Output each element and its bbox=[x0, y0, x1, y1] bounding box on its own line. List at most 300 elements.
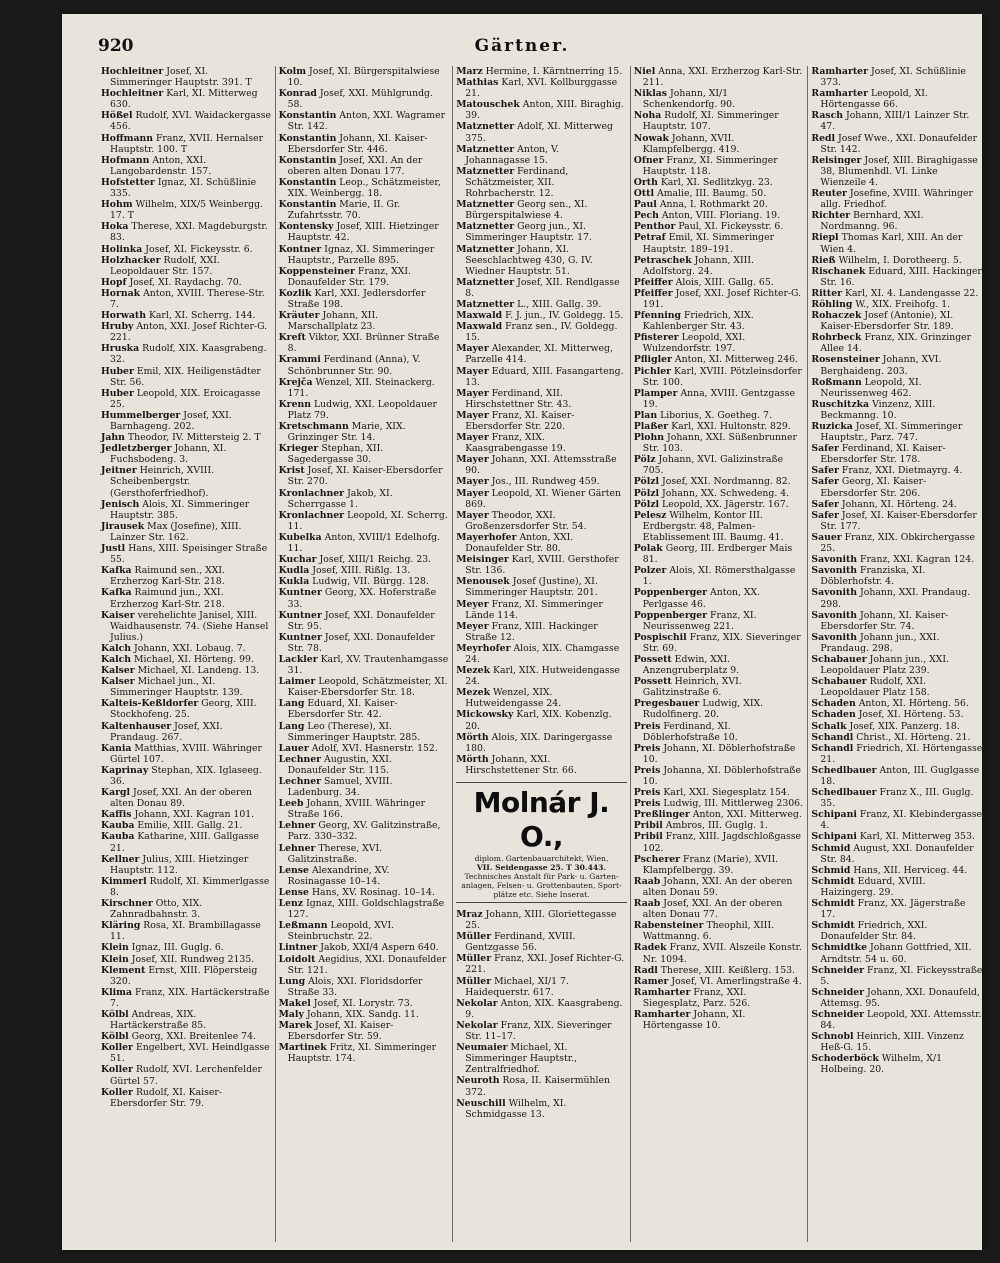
directory-entry bbox=[634, 831, 805, 853]
directory-entry bbox=[101, 610, 272, 643]
entry-surname: Lehner bbox=[278, 842, 316, 854]
entry-details: Ignaz, XIII. Goldschlagstraße 127. bbox=[287, 898, 445, 921]
entry-surname: Meisinger bbox=[456, 554, 509, 566]
entry-surname: Savonith bbox=[811, 587, 858, 599]
directory-entry bbox=[101, 177, 272, 199]
entry-surname: Lense bbox=[278, 864, 309, 876]
entry-surname: Konstantin bbox=[278, 176, 337, 188]
entry-details: Franz, XVII. Alszeile Konstr. Nr. 1094. bbox=[642, 942, 802, 965]
entry-details: Rudolf, XI. Kaiser-Ebersdorfer Str. 79. bbox=[110, 1086, 222, 1109]
entry-surname: Mayer bbox=[456, 409, 489, 421]
entry-details: Viktor, XXI. Brünner Straße 8. bbox=[287, 332, 440, 355]
entry-details: Alois, XI. Simmeringer Hauptstr. 385. bbox=[110, 498, 250, 521]
entry-surname: Plohn bbox=[633, 432, 665, 444]
entry-details: Johann, XVI. Galizinstraße 705. bbox=[642, 454, 784, 477]
entry-surname: Leeb bbox=[278, 798, 304, 810]
entry-surname: Lintner bbox=[278, 942, 318, 954]
entry-surname: Pscherer bbox=[633, 853, 681, 865]
entry-surname: Preßlinger bbox=[633, 809, 690, 821]
directory-entry bbox=[634, 632, 805, 654]
entry-surname: Mayer bbox=[456, 487, 489, 499]
entry-surname: Rischanek bbox=[811, 265, 866, 277]
entry-details: Johann, XI. Hörtengasse 10. bbox=[642, 1008, 746, 1032]
directory-entry bbox=[811, 443, 982, 465]
entry-details: Marie, II. Gr. Zufahrtsstr. 70. bbox=[287, 199, 401, 222]
directory-entry bbox=[634, 310, 805, 332]
entry-surname: Koppensteiner bbox=[278, 265, 355, 277]
directory-entry bbox=[279, 155, 450, 177]
directory-entry bbox=[456, 299, 627, 310]
entry-details: Heinrich, XVIII. Scheibenbergstr. (Gersthoferfriedhof). bbox=[110, 465, 215, 499]
entry-surname: Lung bbox=[278, 975, 306, 987]
entry-details: Raimund sen., XXI. Erzherzog Karl-Str. 218. bbox=[110, 565, 225, 588]
entry-details: Karl, XI. Mitterweg 630. bbox=[110, 88, 258, 111]
entry-details: Theodor, IV. Mittersteig 2. T bbox=[127, 432, 261, 444]
entry-surname: Justl bbox=[101, 543, 126, 555]
entry-details: Johann, XVI. Berghaideng. 203. bbox=[820, 354, 942, 377]
entry-surname: Müller bbox=[456, 975, 492, 987]
directory-page bbox=[62, 14, 982, 1250]
directory-entry bbox=[279, 1020, 450, 1042]
entry-details: Otto, XIX. Zahnradbahnstr. 3. bbox=[110, 898, 203, 921]
directory-entry bbox=[279, 310, 450, 332]
entry-surname: Ruschitzka bbox=[811, 398, 870, 410]
entry-details: Johann, XI. Kaiser-Ebersdorfer Str. 74. bbox=[820, 609, 949, 632]
entry-surname: Savonith bbox=[811, 609, 858, 621]
entry-details: Anton, XXI. Mitterweg. bbox=[692, 809, 802, 821]
entry-details: Leopold, XVI. Steinbruchstr. 22. bbox=[287, 920, 395, 943]
entry-surname: Poppenberger bbox=[633, 587, 708, 599]
entry-details: Hermine, I. Kärntnerring 15. bbox=[485, 66, 623, 77]
directory-entry bbox=[811, 787, 982, 809]
entry-surname: Roßmann bbox=[811, 376, 862, 388]
entry-surname: Kubelka bbox=[278, 531, 322, 543]
entry-surname: Jahn bbox=[101, 432, 125, 444]
directory-entry bbox=[634, 876, 805, 898]
directory-entry bbox=[811, 232, 982, 254]
entry-surname: Konstantin bbox=[278, 132, 337, 144]
directory-entry bbox=[101, 133, 272, 155]
entry-details: Wilhelm, X/1 Holbeing. 20. bbox=[820, 1053, 942, 1076]
directory-entry bbox=[279, 887, 450, 898]
directory-entry bbox=[101, 898, 272, 920]
entry-details: Anton, V. Johannagasse 15. bbox=[465, 143, 560, 166]
advertisement-line: plätze etc. Siehe Inserat. bbox=[493, 890, 590, 899]
entry-surname: Kalser bbox=[101, 676, 135, 688]
entry-details: Franz, XIX. Sieveringer Str. 11–17. bbox=[465, 1019, 612, 1043]
entry-surname: Konrad bbox=[278, 88, 317, 100]
entry-surname: Schneider bbox=[811, 1008, 865, 1020]
entry-surname: Krammi bbox=[278, 354, 321, 366]
directory-entry bbox=[634, 332, 805, 354]
entry-details: Anton, XI. Hörteng. 56. bbox=[858, 698, 969, 710]
entry-details: Josef, XXI. An der oberen alten Donau 177. bbox=[287, 154, 423, 177]
entry-details: Eduard, XI. Kaiser-Ebersdorfer Str. 42. bbox=[287, 698, 398, 721]
entry-details: F. J. jun., IV. Goldegg. 15. bbox=[505, 310, 624, 322]
entry-details: Ludwig, VII. Bürgg. 128. bbox=[312, 576, 429, 588]
entry-details: Johann, XI. Hörteng. 24. bbox=[841, 498, 957, 510]
entry-surname: Pichler bbox=[633, 365, 672, 377]
entry-details: Christ., XI. Hörteng. 21. bbox=[856, 731, 971, 743]
entry-details: Johann, XXI. Donaufeld, Attemsg. 95. bbox=[820, 986, 980, 1009]
directory-entry bbox=[456, 77, 627, 99]
entry-surname: Holinka bbox=[101, 243, 143, 255]
entry-details: Jos., III. Rundweg 459. bbox=[491, 476, 600, 488]
entry-details: Josef, XXI. Barnhageng. 202. bbox=[110, 409, 232, 432]
directory-entry bbox=[811, 920, 982, 942]
entry-surname: Rohrbeck bbox=[811, 332, 862, 344]
entry-details: Johann jun., XXI. Prandaug. 298. bbox=[820, 631, 940, 654]
entry-surname: Schneider bbox=[811, 964, 865, 976]
directory-entry bbox=[101, 565, 272, 587]
advertisement-line: Technisches Anstalt für Park- u. Garten- bbox=[464, 872, 619, 881]
entry-details: Georg, XI. Kaiser-Ebersdorfer Str. 206. bbox=[820, 476, 927, 499]
entry-details: Michael, XI. Simmeringer Hauptstr., Zentralfriedhof. bbox=[465, 1042, 578, 1076]
entry-details: Michael, XI. Landeng. 13. bbox=[137, 665, 260, 677]
entry-details: Johann, XI. Seeschlachtweg 430, G. IV. Wiedner Hauptstr. 51. bbox=[465, 243, 593, 277]
directory-entry bbox=[456, 754, 627, 776]
entry-surname: Mayer bbox=[456, 476, 489, 488]
entry-surname: Ofner bbox=[633, 154, 664, 166]
directory-entry bbox=[634, 288, 805, 310]
directory-entry bbox=[634, 177, 805, 188]
directory-entry bbox=[101, 954, 272, 965]
entry-details: Leopold, XI. Scherrg. 11. bbox=[287, 509, 448, 532]
entry-surname: Orth bbox=[633, 176, 658, 188]
entry-surname: Pech bbox=[633, 210, 659, 222]
directory-entry bbox=[101, 1064, 272, 1086]
entry-surname: Schedlbauer bbox=[811, 787, 877, 799]
entry-details: Georg, XXI. Breitenlee 74. bbox=[131, 1031, 256, 1043]
directory-entry bbox=[279, 1042, 450, 1064]
entry-surname: Kafka bbox=[101, 587, 132, 599]
entry-details: Therese, XVI. Galitzinstraße. bbox=[287, 842, 383, 865]
entry-details: Josef, XI. Simmeringer Hauptstr. 391. T bbox=[110, 66, 252, 89]
entry-details: Anna, XXI. Erzherzog Karl-Str. 211. bbox=[642, 66, 803, 89]
entry-surname: Matznetter bbox=[456, 165, 515, 177]
directory-entry bbox=[811, 354, 982, 376]
directory-entry bbox=[101, 587, 272, 609]
entry-details: Rudolf, XXI. Leopoldauer Platz 158. bbox=[820, 676, 930, 699]
entry-details: Johann, XXI. Kagran 101. bbox=[134, 809, 255, 821]
entry-surname: Kauba bbox=[101, 820, 135, 832]
entry-details: Franz, XIX. Obkirchergasse 25. bbox=[820, 531, 976, 555]
entry-surname: Ottl bbox=[633, 188, 655, 200]
entry-surname: Redl bbox=[811, 132, 836, 144]
entry-surname: Schmidtke bbox=[811, 942, 868, 954]
directory-entry bbox=[279, 998, 450, 1009]
entry-details: Ferdinand (Anna), V. Schönbrunner Str. 90. bbox=[287, 354, 421, 377]
entry-surname: Maly bbox=[278, 1008, 304, 1020]
directory-entry bbox=[456, 66, 627, 77]
directory-entry bbox=[456, 121, 627, 143]
entry-details: Leopold, XI. Hörtengasse 66. bbox=[820, 88, 928, 111]
entry-surname: Lackler bbox=[278, 653, 318, 665]
entry-details: Franz, XI. Klebindergasse 4. bbox=[820, 809, 982, 832]
directory-entry bbox=[101, 665, 272, 676]
directory-entry bbox=[456, 476, 627, 487]
entry-details: Franz, XVII. Hernalser Hauptstr. 100. T bbox=[110, 132, 264, 155]
entry-surname: Kläring bbox=[101, 920, 141, 932]
entry-surname: Mezek bbox=[456, 665, 491, 677]
directory-entry bbox=[634, 765, 805, 787]
entry-details: Aegidius, XXI. Donaufelder Str. 121. bbox=[287, 953, 447, 976]
directory-entry bbox=[279, 776, 450, 798]
directory-entry bbox=[811, 743, 982, 765]
entry-surname: Hruby bbox=[101, 321, 134, 333]
directory-entry bbox=[101, 676, 272, 698]
entry-surname: Ruzicka bbox=[811, 421, 853, 432]
entry-surname: Lehner bbox=[278, 820, 316, 832]
entry-surname: Hofstetter bbox=[101, 176, 155, 188]
entry-surname: Jedletzberger bbox=[101, 443, 172, 455]
directory-entry bbox=[101, 942, 272, 953]
directory-entry bbox=[634, 210, 805, 221]
entry-details: Josef, XIII. Hietzinger Hauptstr. 42. bbox=[287, 221, 439, 244]
directory-entry bbox=[634, 155, 805, 177]
entry-surname: Neuroth bbox=[456, 1075, 500, 1087]
entry-details: Anton, XXI. Josef Richter-G. 221. bbox=[110, 321, 268, 344]
entry-surname: Rohaczek bbox=[811, 310, 862, 322]
entry-details: Marie, XIX. Grinzinger Str. 14. bbox=[287, 421, 406, 444]
entry-surname: Kräuter bbox=[278, 310, 320, 322]
entry-surname: Neumaier bbox=[456, 1042, 508, 1054]
directory-entry bbox=[456, 432, 627, 454]
entry-details: Ludwig, XXI. Leopoldauer Platz 79. bbox=[287, 398, 437, 421]
entry-details: Franz, XI. Simmeringer Hauptstr. 118. bbox=[642, 154, 778, 177]
entry-details: W., XIX. Freihofg. 1. bbox=[855, 298, 951, 310]
entry-details: Emil, XI. Simmeringer Hauptstr. 189–191. bbox=[642, 232, 775, 255]
entry-surname: Mörth bbox=[456, 731, 489, 743]
entry-surname: Ramharter bbox=[811, 66, 868, 77]
directory-entry bbox=[456, 1042, 627, 1075]
directory-entry bbox=[811, 865, 982, 876]
entry-surname: Petraschek bbox=[633, 254, 692, 266]
directory-entry bbox=[279, 587, 450, 609]
entry-surname: Loidolt bbox=[278, 953, 316, 965]
entry-surname: Rasch bbox=[811, 110, 843, 122]
entry-details: Karl, XV. Trautenhamgasse 31. bbox=[287, 653, 449, 677]
directory-entry bbox=[279, 421, 450, 443]
directory-entry bbox=[634, 66, 805, 88]
entry-surname: Pfligler bbox=[633, 354, 672, 366]
entry-surname: Ritter bbox=[811, 287, 843, 299]
entry-details: Franz (Marie), XVII. Klampfelbergg. 39. bbox=[642, 853, 779, 876]
entry-details: Josef, XXI. Donaufelder Str. 78. bbox=[287, 631, 435, 654]
directory-entry bbox=[811, 210, 982, 232]
entry-details: Anton, VIII. Floriang. 19. bbox=[661, 210, 781, 222]
entry-details: Ferdinand, XI. Döblerhofstraße 10. bbox=[642, 720, 738, 743]
entry-surname: Schandl bbox=[811, 742, 854, 754]
entry-surname: Mayerhofer bbox=[456, 531, 517, 543]
entry-surname: Polzer bbox=[633, 565, 667, 577]
entry-details: Johann, XII. Marschallplatz 23. bbox=[287, 310, 379, 333]
entry-details: Josef, XXI. Prandaug. 267. bbox=[110, 720, 223, 743]
entry-surname: Schandl bbox=[811, 731, 854, 743]
entry-details: Rudolf, XXI. Leopoldauer Str. 157. bbox=[110, 254, 220, 277]
entry-details: Fritz, XI. Simmeringer Hauptstr. 174. bbox=[287, 1042, 437, 1065]
entry-surname: Mezek bbox=[456, 687, 491, 699]
entry-details: Leopold, XIX. Eroicagasse 25. bbox=[110, 387, 261, 410]
directory-entry bbox=[456, 277, 627, 299]
entry-details: Franz, XIX. Hartäckerstraße 7. bbox=[110, 986, 270, 1009]
directory-entry bbox=[634, 1009, 805, 1031]
directory-entry bbox=[811, 554, 982, 565]
entry-details: Franz sen., IV. Goldegg. 15. bbox=[465, 321, 618, 344]
entry-surname: Hochleitner bbox=[101, 88, 164, 100]
entry-details: Rosa, II. Kaisermühlen 372. bbox=[465, 1075, 610, 1098]
entry-details: Ignaz, XI. Schüßlinie 335. bbox=[110, 176, 257, 200]
entry-surname: Kirschner bbox=[101, 898, 153, 910]
entry-details: Ferdinand, Schätzmeister, XII. Rohrbacherstr. 12. bbox=[465, 165, 569, 200]
entry-details: Karl, XVIII. Pötzleinsdorfer Str. 100. bbox=[642, 365, 802, 388]
entry-details: Katharine, XIII. Gallgasse 21. bbox=[110, 831, 259, 854]
entry-details: Max (Josefine), XIII. Lainzer Str. 162. bbox=[110, 520, 242, 543]
entry-surname: Pölz bbox=[633, 454, 656, 466]
directory-entry bbox=[101, 499, 272, 521]
entry-details: Leopold, XI. Wiener Gärten 869. bbox=[465, 487, 621, 510]
entry-surname: Richter bbox=[811, 210, 851, 222]
entry-surname: Krist bbox=[278, 465, 305, 477]
entry-surname: Schalk bbox=[811, 720, 847, 732]
entry-surname: Raab bbox=[633, 875, 661, 887]
directory-entry bbox=[811, 476, 982, 498]
entry-details: Samuel, XVIII. Ladenburg. 34. bbox=[287, 776, 393, 799]
entry-details: Alexandrine, XV. Rosinagasse 10–14. bbox=[287, 864, 390, 887]
entry-surname: Preis bbox=[633, 764, 661, 776]
entry-details: Karl, XXI. Jedlersdorfer Straße 198. bbox=[287, 287, 426, 310]
directory-entry bbox=[279, 221, 450, 243]
entry-details: Anton, XIX. Kaasgrabeng. 9. bbox=[465, 997, 623, 1020]
directory-entry bbox=[456, 221, 627, 243]
entry-details: Friedrich, XXI. Donaufelder Str. 84. bbox=[820, 920, 928, 943]
entry-surname: Kozlik bbox=[278, 287, 312, 299]
directory-entry bbox=[634, 698, 805, 720]
entry-surname: Holzhacker bbox=[101, 254, 161, 266]
directory-column-2 bbox=[276, 66, 454, 1242]
directory-entry bbox=[456, 976, 627, 998]
entry-surname: Konstantin bbox=[278, 154, 337, 166]
entry-details: Franz, XXI. Siegesplatz, Parz. 526. bbox=[642, 986, 751, 1009]
directory-entry bbox=[101, 854, 272, 876]
directory-entry bbox=[279, 532, 450, 554]
entry-surname: Hoffmann bbox=[101, 132, 153, 144]
directory-entry bbox=[456, 532, 627, 554]
directory-entry bbox=[634, 454, 805, 476]
entry-surname: Schmid bbox=[811, 864, 851, 876]
entry-details: Matthias, XVIII. Währinger Gürtel 107. bbox=[110, 742, 262, 765]
directory-entry bbox=[101, 787, 272, 809]
directory-entry bbox=[279, 199, 450, 221]
entry-surname: Kontensky bbox=[278, 221, 334, 233]
entry-details: Leo (Therese), XI. Simmeringer Hauptstr. 285. bbox=[287, 720, 421, 743]
directory-entry bbox=[101, 521, 272, 543]
entry-details: Johann, XXI. Süßenbrunner Str. 103. bbox=[642, 432, 797, 455]
directory-entry bbox=[456, 909, 627, 931]
entry-surname: Marz bbox=[456, 66, 483, 77]
entry-surname: Konstantin bbox=[278, 199, 337, 211]
entry-details: Josef, XI. Lorystr. 73. bbox=[313, 997, 413, 1009]
directory-entry bbox=[634, 199, 805, 210]
entry-details: Georg, XIII. Stockhofeng. 25. bbox=[110, 698, 257, 721]
directory-entry bbox=[456, 366, 627, 388]
entry-surname: Rosensteiner bbox=[811, 354, 880, 366]
directory-entry bbox=[279, 110, 450, 132]
directory-entry bbox=[634, 920, 805, 942]
directory-entry bbox=[456, 1098, 627, 1120]
entry-details: Karl, XI. 4. Landengasse 22. bbox=[845, 287, 979, 299]
directory-entry bbox=[101, 1087, 272, 1109]
entry-details: Anton, XXI. Donaufelder Str. 80. bbox=[465, 531, 574, 555]
directory-entry bbox=[279, 942, 450, 953]
directory-entry bbox=[811, 610, 982, 632]
directory-entry bbox=[101, 920, 272, 942]
entry-surname: Pribil bbox=[633, 820, 663, 832]
entry-surname: Schmidt bbox=[811, 875, 855, 887]
entry-surname: Schabauer bbox=[811, 653, 867, 665]
entry-details: Ambros, III. Guglg. 1. bbox=[665, 820, 768, 832]
entry-surname: Kudla bbox=[278, 565, 310, 577]
entry-details: Ignaz, III. Guglg. 6. bbox=[131, 942, 224, 954]
directory-entry bbox=[456, 310, 627, 321]
entry-details: Johann, XXI. Prandaug. 298. bbox=[820, 587, 971, 610]
entry-surname: Röhling bbox=[811, 298, 853, 310]
entry-surname: Matznetter bbox=[456, 243, 515, 255]
directory-entry bbox=[456, 488, 627, 510]
entry-details: Franz, XI. Kaiser-Ebersdorfer Str. 220. bbox=[465, 409, 575, 432]
directory-entry bbox=[811, 532, 982, 554]
directory-entry bbox=[811, 66, 982, 88]
entry-details: Rudolf, XIX. Kaasgrabeng. 32. bbox=[110, 343, 267, 366]
entry-details: Ferdinand, XI. Kaiser-Ebersdorfer Str. 178. bbox=[820, 443, 946, 466]
directory-entry bbox=[101, 244, 272, 255]
entry-details: Josef, XIII. Biraghigasse 38, Blumenhdl. VI. Linke Wienzeile 4. bbox=[820, 154, 978, 188]
directory-entry bbox=[279, 676, 450, 698]
directory-entry bbox=[811, 399, 982, 421]
entry-details: Friedrich, XIX. Kahlenberger Str. 43. bbox=[642, 310, 754, 333]
entry-surname: Kreft bbox=[278, 332, 306, 344]
entry-details: Leopold, Schätzmeister, XI. Kaiser-Ebersdorfer Str. 18. bbox=[287, 676, 448, 699]
entry-surname: Hopf bbox=[101, 276, 127, 288]
directory-entry bbox=[634, 354, 805, 365]
entry-surname: Pfeiffer bbox=[633, 276, 673, 288]
entry-surname: Ramharter bbox=[633, 986, 691, 998]
directory-entry bbox=[101, 310, 272, 321]
directory-entry bbox=[101, 410, 272, 432]
entry-details: Hans, XII. Herviceg. 44. bbox=[853, 864, 968, 876]
entry-surname: Krenn bbox=[278, 398, 312, 410]
directory-entry bbox=[456, 1075, 627, 1097]
entry-details: Johann, XIX. Sandg. 11. bbox=[306, 1008, 419, 1020]
directory-entry bbox=[634, 476, 805, 487]
entry-surname: Koller bbox=[101, 1064, 133, 1076]
directory-entry bbox=[279, 133, 450, 155]
entry-details: Alois, XXI. Floridsdorfer Straße 33. bbox=[287, 975, 423, 998]
directory-entry bbox=[101, 809, 272, 820]
entry-details: August, XXI. Donaufelder Str. 84. bbox=[820, 842, 974, 865]
directory-entry bbox=[811, 255, 982, 266]
directory-entry bbox=[811, 377, 982, 399]
entry-details: Franz, XIX. Kaasgrabengasse 19. bbox=[465, 432, 566, 455]
directory-entry bbox=[456, 454, 627, 476]
entry-surname: Kolm bbox=[278, 66, 307, 77]
entry-surname: Kaffis bbox=[101, 809, 132, 821]
entry-details: Ignaz, XI. Simmeringer Hauptstr., Parzelle 895. bbox=[287, 243, 435, 266]
directory-entry bbox=[634, 110, 805, 132]
directory-column-4 bbox=[631, 66, 809, 1242]
entry-details: Wilhelm, XIX/5 Weinbergg. 17. T bbox=[110, 199, 264, 222]
entry-details: Jakob, XXI/4 Aspern 640. bbox=[320, 942, 439, 954]
